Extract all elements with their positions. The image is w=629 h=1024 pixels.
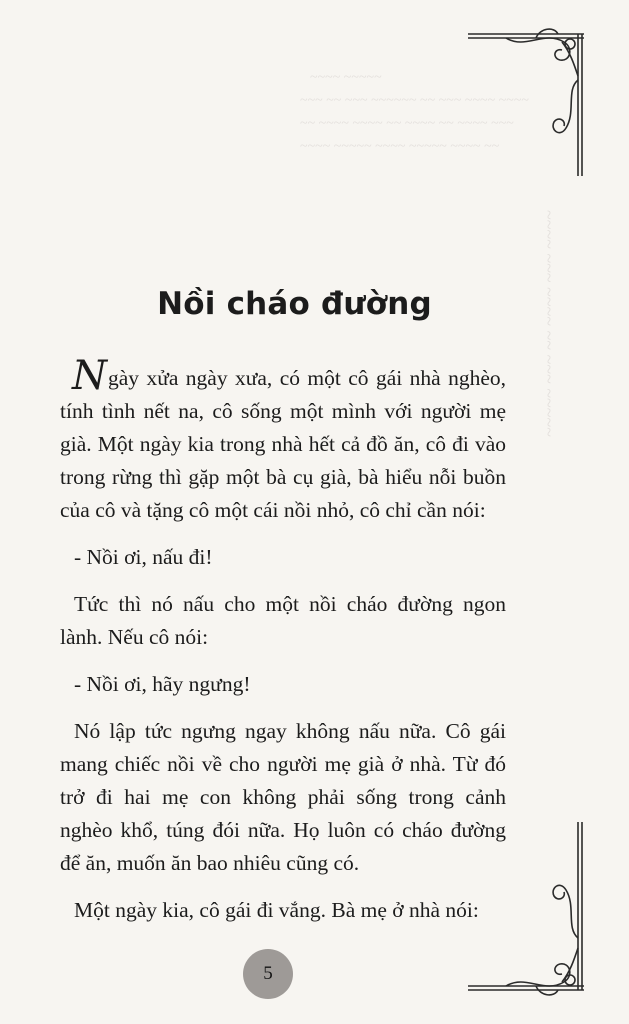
paragraph: Ngày xửa ngày xưa, có một cô gái nhà nghèo, tính tình nết na, cô sống một mình với người mẹ già. Một ngày kia trong nhà hết cả đồ ăn, cô đi vào trong rừng thì gặp một bà cụ già, bà hiểu nỗi buồn của cô và tặng cô một cái nồi nhỏ, cô chỉ cần nói: <box>60 353 506 522</box>
bleed-through-text: ~~~~ ~~~~~ ~~~ ~~ ~~~ ~~~~~~ ~~ ~~~ ~~~~ ~~~~ ~~ ~~~~ ~~~~ ~~ ~~~~ ~~ ~~~~ ~~~ ~~~~ ~~~~~ ~~~~ ~~~~~ ~~~~ ~~ <box>300 70 530 154</box>
drop-cap: N <box>72 353 107 399</box>
paragraph: - Nồi ơi, nấu đi! <box>74 545 213 569</box>
paragraph: Tức thì nó nấu cho một nồi cháo đường ngon lành. Nếu cô nói: <box>60 592 506 649</box>
paragraph: Nó lập tức ngưng ngay không nấu nữa. Cô gái mang chiếc nồi về cho người mẹ già ở nhà. Từ đó trở đi hai mẹ con không phải sống trong cảnh nghèo khổ, túng đói nữa. Họ luôn có cháo đường để ăn, muốn ăn bao nhiêu cũng có. <box>60 719 506 875</box>
story-body <box>60 353 506 941</box>
page-number-badge <box>243 949 293 999</box>
bleed-through-side-text: ~~~~ ~~~ ~~~~ ~~ ~~~ ~~~~~ <box>539 210 559 438</box>
story-title: Nồi cháo đường <box>157 286 432 322</box>
paragraph: Một ngày kia, cô gái đi vắng. Bà mẹ ở nhà nói: <box>74 898 479 922</box>
paragraph: - Nồi ơi, hãy ngưng! <box>74 672 251 696</box>
page-number: 5 <box>263 963 273 984</box>
